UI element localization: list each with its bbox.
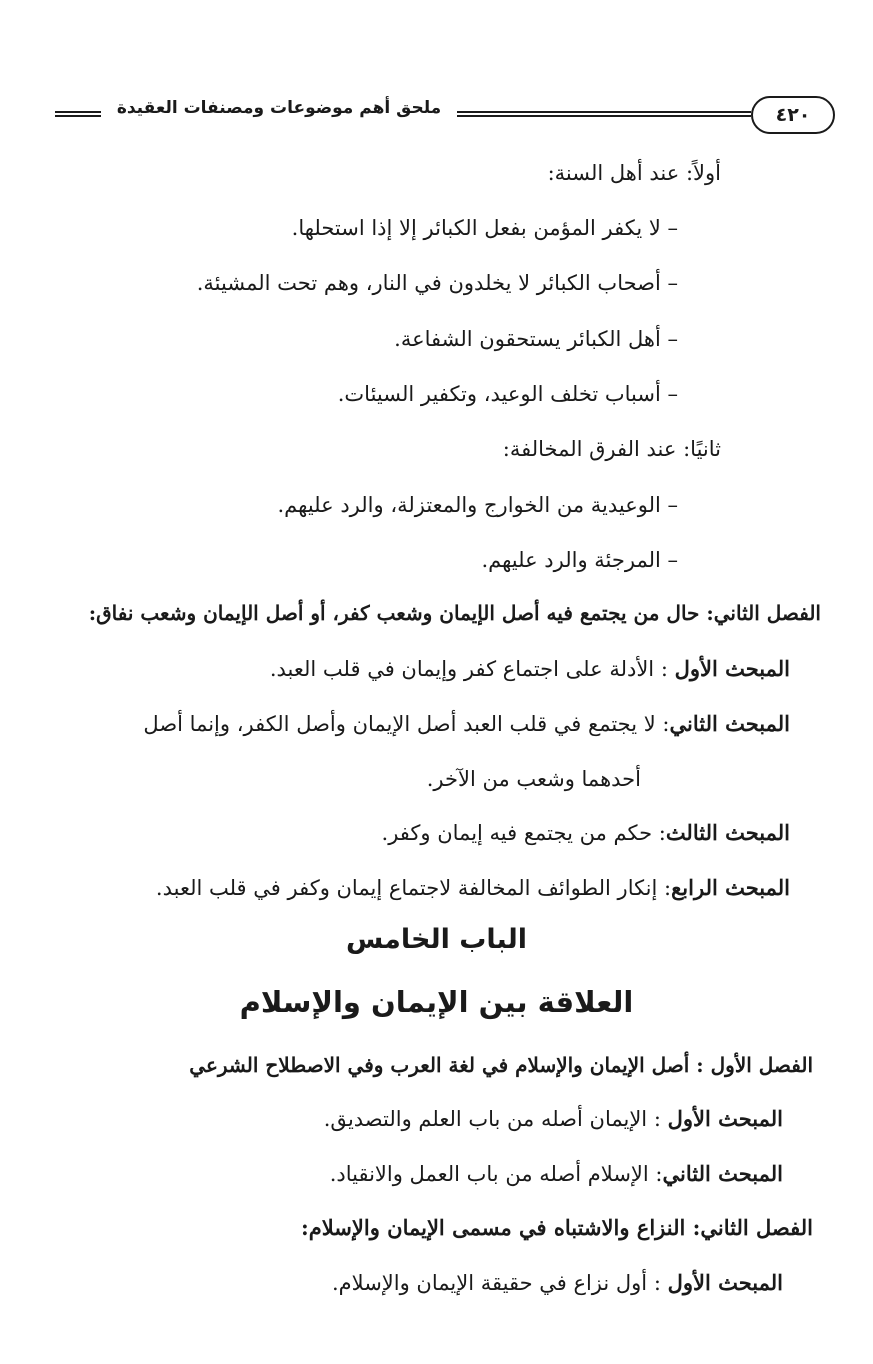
section-title xyxy=(301,1213,813,1243)
toc-entry xyxy=(382,818,790,848)
entry-text: : حكم من يجتمع فيه إيمان وكفر. xyxy=(381,821,666,845)
entry-text: : الإسلام أصله من باب العمل والانقياد. xyxy=(329,1162,663,1186)
list-item: – أصحاب الكبائر لا يخلدون في النار، وهم تحت المشيئة. xyxy=(196,271,678,295)
page-header xyxy=(55,96,835,136)
entry-text: : أول نزاع في حقيقة الإيمان والإسلام. xyxy=(332,1271,668,1295)
chapter-subtitle: العلاقة بين الإيمان والإسلام xyxy=(239,985,634,1019)
toc-entry xyxy=(332,1268,783,1298)
entry-label: المبحث الثاني xyxy=(669,711,790,736)
list-item: – أهل الكبائر يستحقون الشفاعة. xyxy=(394,327,678,351)
chapter-title: الباب الخامس xyxy=(346,924,527,955)
entry-label: المبحث الرابع xyxy=(671,875,790,900)
header-rule-right xyxy=(457,111,751,117)
list-item: – لا يكفر المؤمن بفعل الكبائر إلا إذا استحلها. xyxy=(291,216,678,240)
entry-text: : أصل الإيمان والإسلام في لغة العرب وفي الاصطلاح الشرعي xyxy=(189,1053,711,1077)
toc-entry-continuation: أحدهما وشعب من الآخر. xyxy=(426,767,641,791)
list-item: – الوعيدية من الخوارج والمعتزلة، والرد عليهم. xyxy=(277,493,678,517)
entry-label: المبحث الأول xyxy=(674,656,790,681)
page-number: ٤٢٠ xyxy=(751,96,835,134)
entry-text: : إنكار الطوائف المخالفة لاجتماع إيمان وكفر في قلب العبد. xyxy=(155,876,672,900)
toc-entry xyxy=(156,873,790,903)
header-rule-left xyxy=(55,111,101,117)
toc-entry xyxy=(143,709,790,739)
entry-label: الفصل الثاني xyxy=(700,1215,813,1240)
entry-text: : الأدلة على اجتماع كفر وإيمان في قلب العبد. xyxy=(269,657,675,681)
entry-text: : النزاع والاشتباه في مسمى الإيمان والإسلام: xyxy=(301,1215,701,1240)
toc-entry xyxy=(270,654,790,684)
toc-entry xyxy=(324,1104,783,1134)
entry-label: المبحث الثاني xyxy=(662,1161,783,1186)
entry-label: الفصل الأول xyxy=(710,1053,813,1077)
section-heading-sunnah: أولاً: عند أهل السنة: xyxy=(547,161,721,185)
running-title: ملحق أهم موضوعات ومصنفات العقيدة xyxy=(116,98,442,118)
entry-label: المبحث الثالث xyxy=(665,820,790,845)
toc-entry xyxy=(330,1159,783,1189)
list-item: – المرجئة والرد عليهم. xyxy=(481,548,678,572)
list-item: – أسباب تخلف الوعيد، وتكفير السيئات. xyxy=(337,382,678,406)
entry-text: : لا يجتمع في قلب العبد أصل الإيمان وأصل الكفر، وإنما أصل xyxy=(143,712,670,736)
entry-label: المبحث الأول xyxy=(667,1270,783,1295)
section-title xyxy=(189,1050,813,1080)
chapter-section-title: الفصل الثاني: حال من يجتمع فيه أصل الإيمان وشعب كفر، أو أصل الإيمان وشعب نفاق: xyxy=(88,601,821,625)
section-heading-sects: ثانيًا: عند الفرق المخالفة: xyxy=(502,437,721,461)
entry-text: : الإيمان أصله من باب العلم والتصديق. xyxy=(323,1107,668,1131)
entry-label: المبحث الأول xyxy=(667,1106,783,1131)
